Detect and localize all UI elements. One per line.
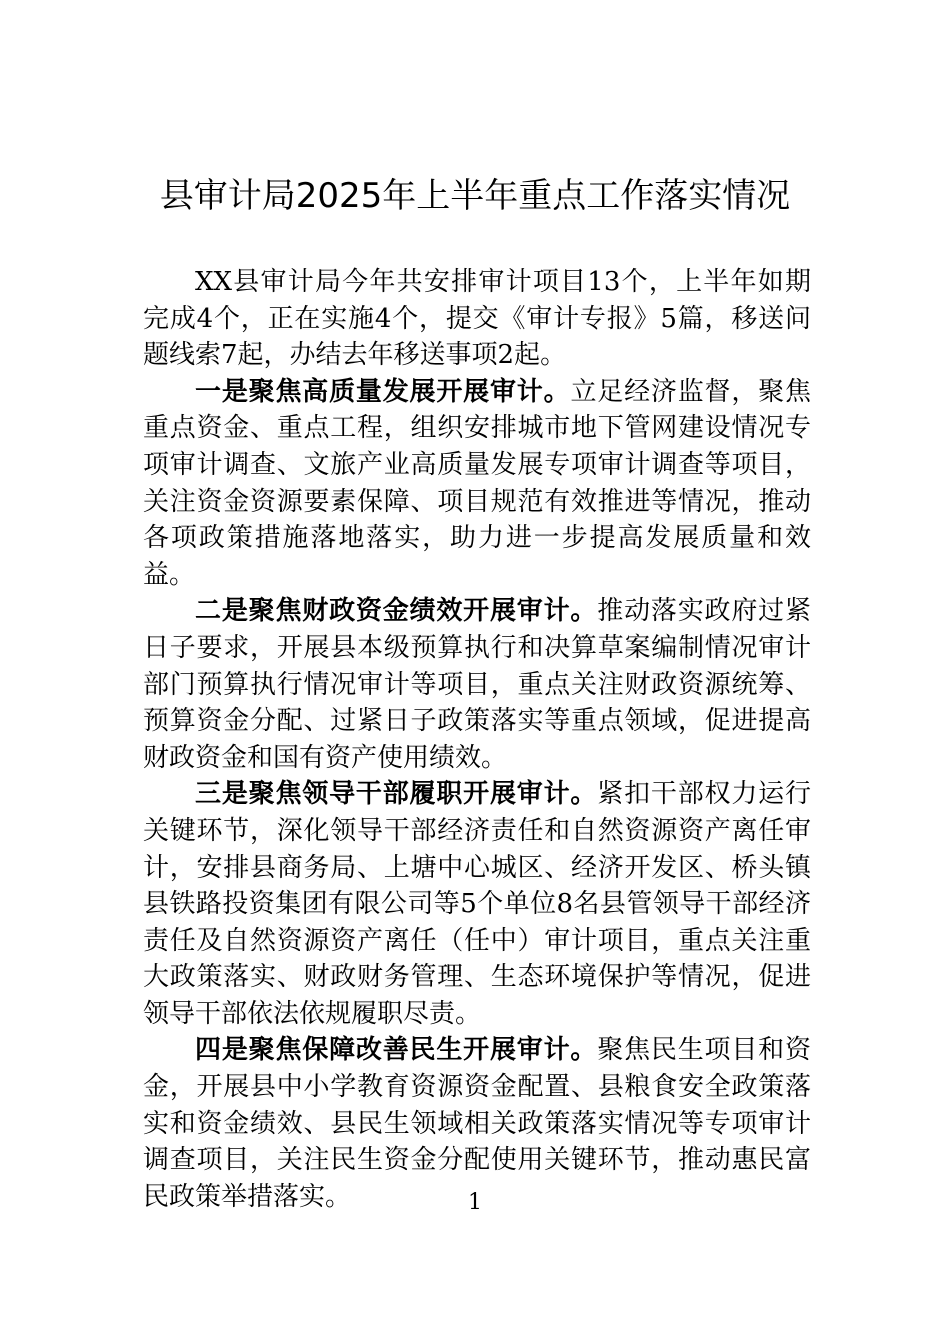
document-body bbox=[143, 264, 811, 1215]
page-number: 1 bbox=[468, 1190, 482, 1215]
paragraph-lead: 三是聚焦领导干部履职开展审计。 bbox=[195, 779, 598, 810]
paragraph-text: 立足经济监督，聚焦重点资金、重点工程，组织安排城市地下管网建设情况专项审计调查、文旅产业高质量发展专项审计调查等项目，关注资金资源要素保障、项目规范有效推进等情况，推动各项政策措施落地落实，助力进一步提高发展质量和效益。 bbox=[143, 376, 811, 590]
paragraph-leader-duty bbox=[143, 776, 811, 1032]
paragraph-fiscal-performance bbox=[143, 593, 811, 776]
paragraph-lead: 一是聚焦高质量发展开展审计。 bbox=[195, 376, 571, 407]
paragraph-livelihood bbox=[143, 1032, 811, 1215]
paragraph-high-quality-development bbox=[143, 374, 811, 594]
paragraph-text: 聚焦民生项目和资金，开展县中小学教育资源资金配置、县粮食安全政策落实和资金绩效、县民生领域相关政策落实情况等专项审计调查项目，关注民生资金分配使用关键环节，推动惠民富民政策举措落实。 bbox=[143, 1035, 811, 1212]
paragraph-text: 推动落实政府过紧日子要求，开展县本级预算执行和决算草案编制情况审计部门预算执行情况审计等项目，重点关注财政资源统筹、预算资金分配、过紧日子政策落实等重点领域，促进提高财政资金和国有资产使用绩效。 bbox=[143, 596, 811, 773]
paragraph-text: XX县审计局今年共安排审计项目13个，上半年如期完成4个，正在实施4个，提交《审计专报》5篇，移送问题线索7起，办结去年移送事项2起。 bbox=[143, 267, 811, 371]
document-title: 县审计局2025年上半年重点工作落实情况 bbox=[159, 176, 791, 216]
paragraph-intro bbox=[143, 264, 811, 374]
paragraph-lead: 四是聚焦保障改善民生开展审计。 bbox=[195, 1035, 598, 1066]
paragraph-text: 紧扣干部权力运行关键环节，深化领导干部经济责任和自然资源资产离任审计，安排县商务局、上塘中心城区、经济开发区、桥头镇县铁路投资集团有限公司等5个单位8名县管领导干部经济责任及自然资源资产离任（任中）审计项目，重点关注重大政策落实、财政财务管理、生态环境保护等情况，促进领导干部依法依规履职尽责。 bbox=[143, 779, 811, 1029]
paragraph-lead: 二是聚焦财政资金绩效开展审计。 bbox=[195, 596, 598, 627]
